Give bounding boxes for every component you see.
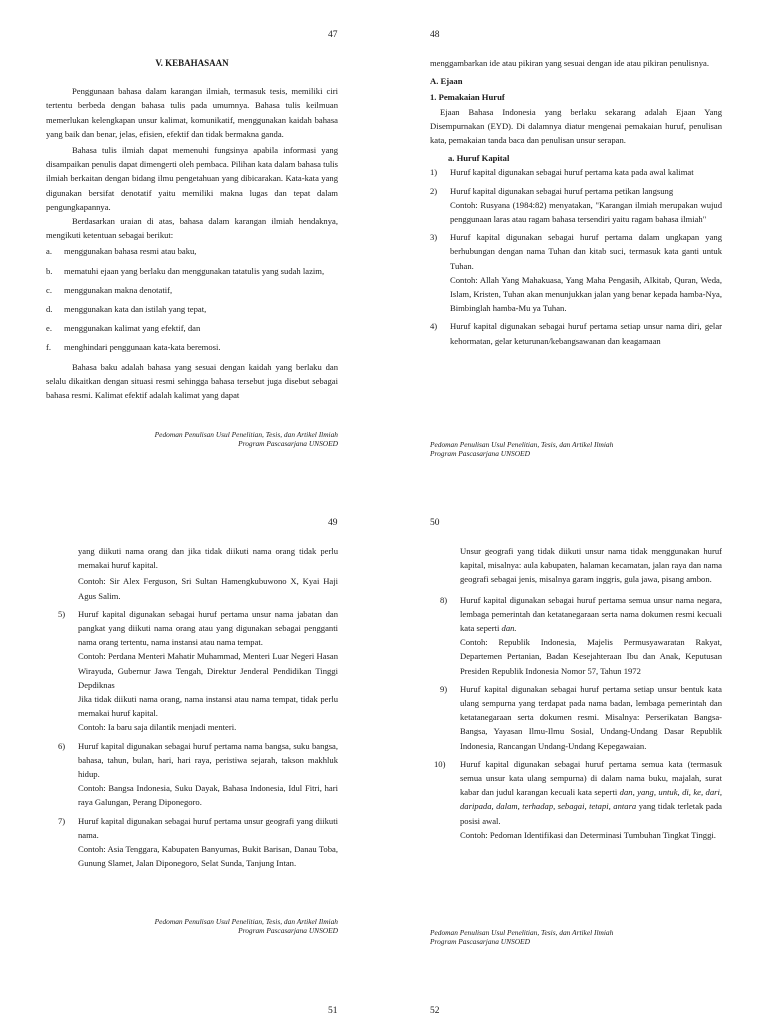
list-marker: a. (46, 246, 52, 257)
rule-number: 9) (440, 683, 448, 694)
rule-number: 5) (58, 608, 66, 619)
footer-line: Program Pascasarjana UNSOED (238, 926, 338, 935)
list-text: menggunakan bahasa resmi atau baku, (64, 246, 197, 257)
rule-continuation (440, 544, 722, 587)
page-number-49: 49 (328, 518, 338, 528)
paragraph: Bahasa baku adalah bahasa yang sesuai dengan kaidah yang berlaku dan selalu dikaitkan dengan situasi resmi sehingga bahasa tersebut juga disebut sebagai bahasa resmi. Kalimat efektif adalah kalimat yang dapat (46, 361, 338, 401)
rule-item (434, 757, 723, 842)
rule-example: Contoh: Allah Yang Mahakuasa, Yang Maha Pengasih, Alkitab, Quran, Weda, Islam, Kristen, Tuhan akan menunjukkan jalan yang benar kepada hamba-Nya, Bimbinglah hamba-Mu ya Tuhan. (450, 274, 722, 314)
rule-number: 4) (430, 321, 438, 332)
paragraph: Ejaan Bahasa Indonesia yang berlaku sekarang adalah Ejaan Yang Disempurnakan (EYD). Di dalamnya diatur mengenai pemakaian huruf, penulisan kata, pemakaian tanda baca dan penulisan unsur serapan. (430, 106, 722, 146)
rule-number: 1) (430, 167, 438, 178)
list-marker: c. (46, 284, 52, 295)
page-49-footer (46, 917, 338, 935)
rule-number: 2) (430, 185, 438, 196)
rule-number: 7) (58, 815, 66, 826)
page-47-footer (46, 430, 338, 448)
rule-text: Unsur geografi yang tidak diikuti unsur nama tidak menggunakan huruf kapital, misalnya: aula kabupaten, halaman kecamatan, jalan raya dan nama geografi sebagai jenis, misalnya garam inggris, gula jawa, pisang ambon. (460, 546, 722, 585)
list-text: menggunakan kalimat yang efektif, dan (64, 323, 201, 334)
rule-example: Contoh: Ia baru saja dilantik menjadi menteri. (78, 722, 237, 733)
rule-number: 10) (434, 758, 446, 769)
rule-example: Contoh: Pedoman Identifikasi dan Determinasi Tumbuhan Tingkat Tinggi. (460, 829, 716, 840)
footer-line: Program Pascasarjana UNSOED (238, 439, 338, 448)
page-50-footer (430, 928, 722, 946)
rule-number: 6) (58, 740, 66, 751)
page-number-47: 47 (328, 30, 338, 40)
page-48 (430, 56, 722, 352)
footer-line: Pedoman Penulisan Usul Penelitian, Tesis, dan Artikel Ilmiah (430, 440, 614, 449)
footer-line: Pedoman Penulisan Usul Penelitian, Tesis, dan Artikel Ilmiah (154, 430, 338, 439)
page-49 (58, 544, 338, 874)
rule-text: Huruf kapital digunakan sebagai huruf pertama dalam ungkapan yang berhubungan dengan nama Tuhan dan kitab suci, termasuk kata ganti untuk Tuhan. (450, 232, 722, 271)
rule-number: 8) (440, 594, 448, 605)
rule-continuation (58, 544, 338, 603)
rule-text: Huruf kapital digunakan sebagai huruf pertama unsur nama jabatan dan pangkat yang diikuti nama orang atau yang digunakan sebagai pengganti nama orang tertentu, nama instansi atau nama tempat. (78, 608, 338, 648)
rule-text: Huruf kapital digunakan sebagai huruf pertama kata pada awal kalimat (450, 167, 694, 178)
rule-item (430, 184, 722, 227)
page-number-51: 51 (328, 1006, 338, 1016)
paragraph: menggambarkan ide atau pikiran yang sesuai dengan ide atau pikiran penulisnya. (430, 58, 709, 68)
footer-line: Program Pascasarjana UNSOED (430, 449, 530, 458)
section-heading: A. Ejaan (430, 76, 463, 87)
list-marker: f. (46, 342, 52, 353)
list-item (46, 283, 338, 297)
rule-text: Huruf kapital digunakan sebagai huruf pertama nama bangsa, suku bangsa, bahasa, tahun, bulan, hari, hari raya, peristiwa sejarah, takson makhluk hidup. (78, 740, 338, 780)
rule-item (440, 593, 722, 678)
rule-example: Contoh: Perdana Menteri Mahatir Muhammad, Menteri Luar Negeri Hasan Wirayuda, Gubernur Jawa Tengah, Direktur Jenderal Pendidikan Tinggi Depdiknas (78, 651, 338, 690)
page-50 (434, 544, 723, 846)
rule-number: 3) (430, 232, 438, 243)
rule-text: Huruf kapital digunakan sebagai huruf pertama setiap unsur bentuk kata ulang sempurna yang terdapat pada nama badan, lembaga pemerintah dan ketatanegaraan serta dokumen resmi. Misalnya: Perserikatan Bangsa-Bangsa, Yayasan Ilmu-Ilmu Sosial, Undang-Undang Dasar Republik Indonesia, Rancangan Undang-Undang Kepegawaian. (460, 683, 722, 751)
paragraph: Penggunaan bahasa dalam karangan ilmiah, termasuk tesis, memiliki ciri tertentu berbeda dengan bahasa tulis pada umumnya. Bahasa tulis keilmuan memerlukan kelengkapan unsur kalimat, komunikatif, menggunakan kaidah bahasa yang baik dan benar, jelas, efisien, efektif dan tidak bermakna ganda. (46, 86, 338, 139)
rule-text: yang tidak terletak pada posisi awal. (460, 801, 722, 826)
rule-item (430, 319, 722, 347)
rule-example: Contoh: Sir Alex Ferguson, Sri Sultan Hamengkubuwono X, Kyai Haji Agus Salim. (78, 576, 338, 601)
page-number-48: 48 (430, 30, 440, 40)
rule-italic-text: dan, yang, untuk, di, ke, dari, daripada, dalam, terhadap, sebagai, tetapi, antara (460, 787, 723, 812)
list-marker: e. (46, 323, 52, 334)
list-text: menggunakan kata dan istilah yang tepat, (64, 304, 207, 315)
footer-line: Program Pascasarjana UNSOED (430, 937, 530, 946)
list-text: menggunakan makna denotatif, (64, 284, 173, 295)
rule-example: Contoh: Bangsa Indonesia, Suku Dayak, Bahasa Indonesia, Idul Fitri, hari raya Galungan, Perang Diponegoro. (78, 783, 338, 808)
list-marker: b. (46, 265, 53, 276)
list-item (46, 244, 338, 258)
rule-text: Huruf kapital digunakan sebagai huruf pertama semua unsur nama negara, lembaga pemerintah dan ketatanegaraan serta nama dokumen resmi kecuali kata seperti (460, 594, 722, 634)
rule-text: Huruf kapital digunakan sebagai huruf pertama petikan langsung (450, 185, 674, 196)
list-text: mematuhi ejaan yang berlaku dan menggunakan tatatulis yang sudah lazim, (64, 265, 325, 276)
rule-text: yang diikuti nama orang dan jika tidak diikuti nama orang tidak perlu memakai huruf kapital. (78, 546, 338, 571)
rule-example: Contoh: Asia Tenggara, Kabupaten Banyumas, Bukit Barisan, Danau Toba, Gunung Slamet, Jalan Diponegoro, Selat Sunda, Tanjung Intan. (78, 844, 338, 869)
page-47 (46, 56, 338, 402)
rule-item (58, 607, 338, 735)
footer-line: Pedoman Penulisan Usul Penelitian, Tesis, dan Artikel Ilmiah (430, 928, 614, 937)
paragraph: Berdasarkan uraian di atas, bahasa dalam karangan ilmiah hendaknya, mengikuti ketentuan sebagai berikut: (46, 216, 338, 241)
rule-item (430, 165, 722, 179)
list-item (46, 302, 338, 316)
rule-text: Huruf kapital digunakan sebagai huruf pertama setiap unsur nama diri, gelar kehormatan, gelar keturunan/kebangsawanan dan keagamaan (450, 321, 722, 346)
rule-example: Contoh: Rusyana (1984:82) menyatakan, "Karangan ilmiah merupakan wujud penggunaan laras atau ragam bahasa tersendiri yaitu ragam bahasa ilmiah" (450, 199, 722, 225)
list-item (46, 264, 338, 278)
rule-item (58, 814, 338, 871)
rule-item (58, 739, 338, 810)
rule-item (440, 682, 722, 753)
rule-item (430, 230, 722, 315)
rule-example: Contoh: Republik Indonesia, Majelis Permusyawaratan Rakyat, Departemen Pertanian, Badan Kesejahteraan Ibu dan Anak, Keputusan Presiden Republik Indonesia Nomor 57, Tahun 1972 (460, 637, 722, 676)
rule-text: Huruf kapital digunakan sebagai huruf pertama semua kata (termasuk semua unsur kata ulang sempurna) di dalam nama buku, majalah, surat kabar dan judul karangan kecuali kata seperti (460, 758, 722, 798)
subsubsection-heading: a. Huruf Kapital (448, 153, 510, 164)
footer-line: Pedoman Penulisan Usul Penelitian, Tesis, dan Artikel Ilmiah (154, 917, 338, 926)
list-item (46, 340, 338, 354)
rule-italic-text: dan. (501, 623, 517, 634)
page-48-footer (430, 440, 722, 458)
page-number-50: 50 (430, 518, 440, 528)
requirements-list (46, 244, 338, 354)
page-number-52: 52 (430, 1006, 440, 1016)
list-marker: d. (46, 304, 53, 315)
rule-note: Jika tidak diikuti nama orang, nama instansi atau nama tempat, tidak perlu memakai huruf kapital. (78, 694, 338, 719)
list-text: menghindari penggunaan kata-kata beremosi. (64, 342, 221, 353)
list-item (46, 321, 338, 335)
subsection-heading: 1. Pemakaian Huruf (430, 92, 505, 103)
rule-text: Huruf kapital digunakan sebagai huruf pertama unsur geografi yang diikuti nama. (78, 815, 338, 840)
chapter-title: V. KEBAHASAAN (155, 58, 229, 68)
paragraph: Bahasa tulis ilmiah dapat memenuhi fungsinya apabila informasi yang disampaikan penulis dapat dimengerti oleh pembaca. Pilihan kata dalam bahasa tulis ilmiah berkaitan dengan bidang ilmu pengetahuan yang dibicarakan. Kata-kata yang digunakan bersifat denotatif yaitu memiliki makna lugas dan tepat dalam pengungkapannya. (46, 145, 338, 212)
